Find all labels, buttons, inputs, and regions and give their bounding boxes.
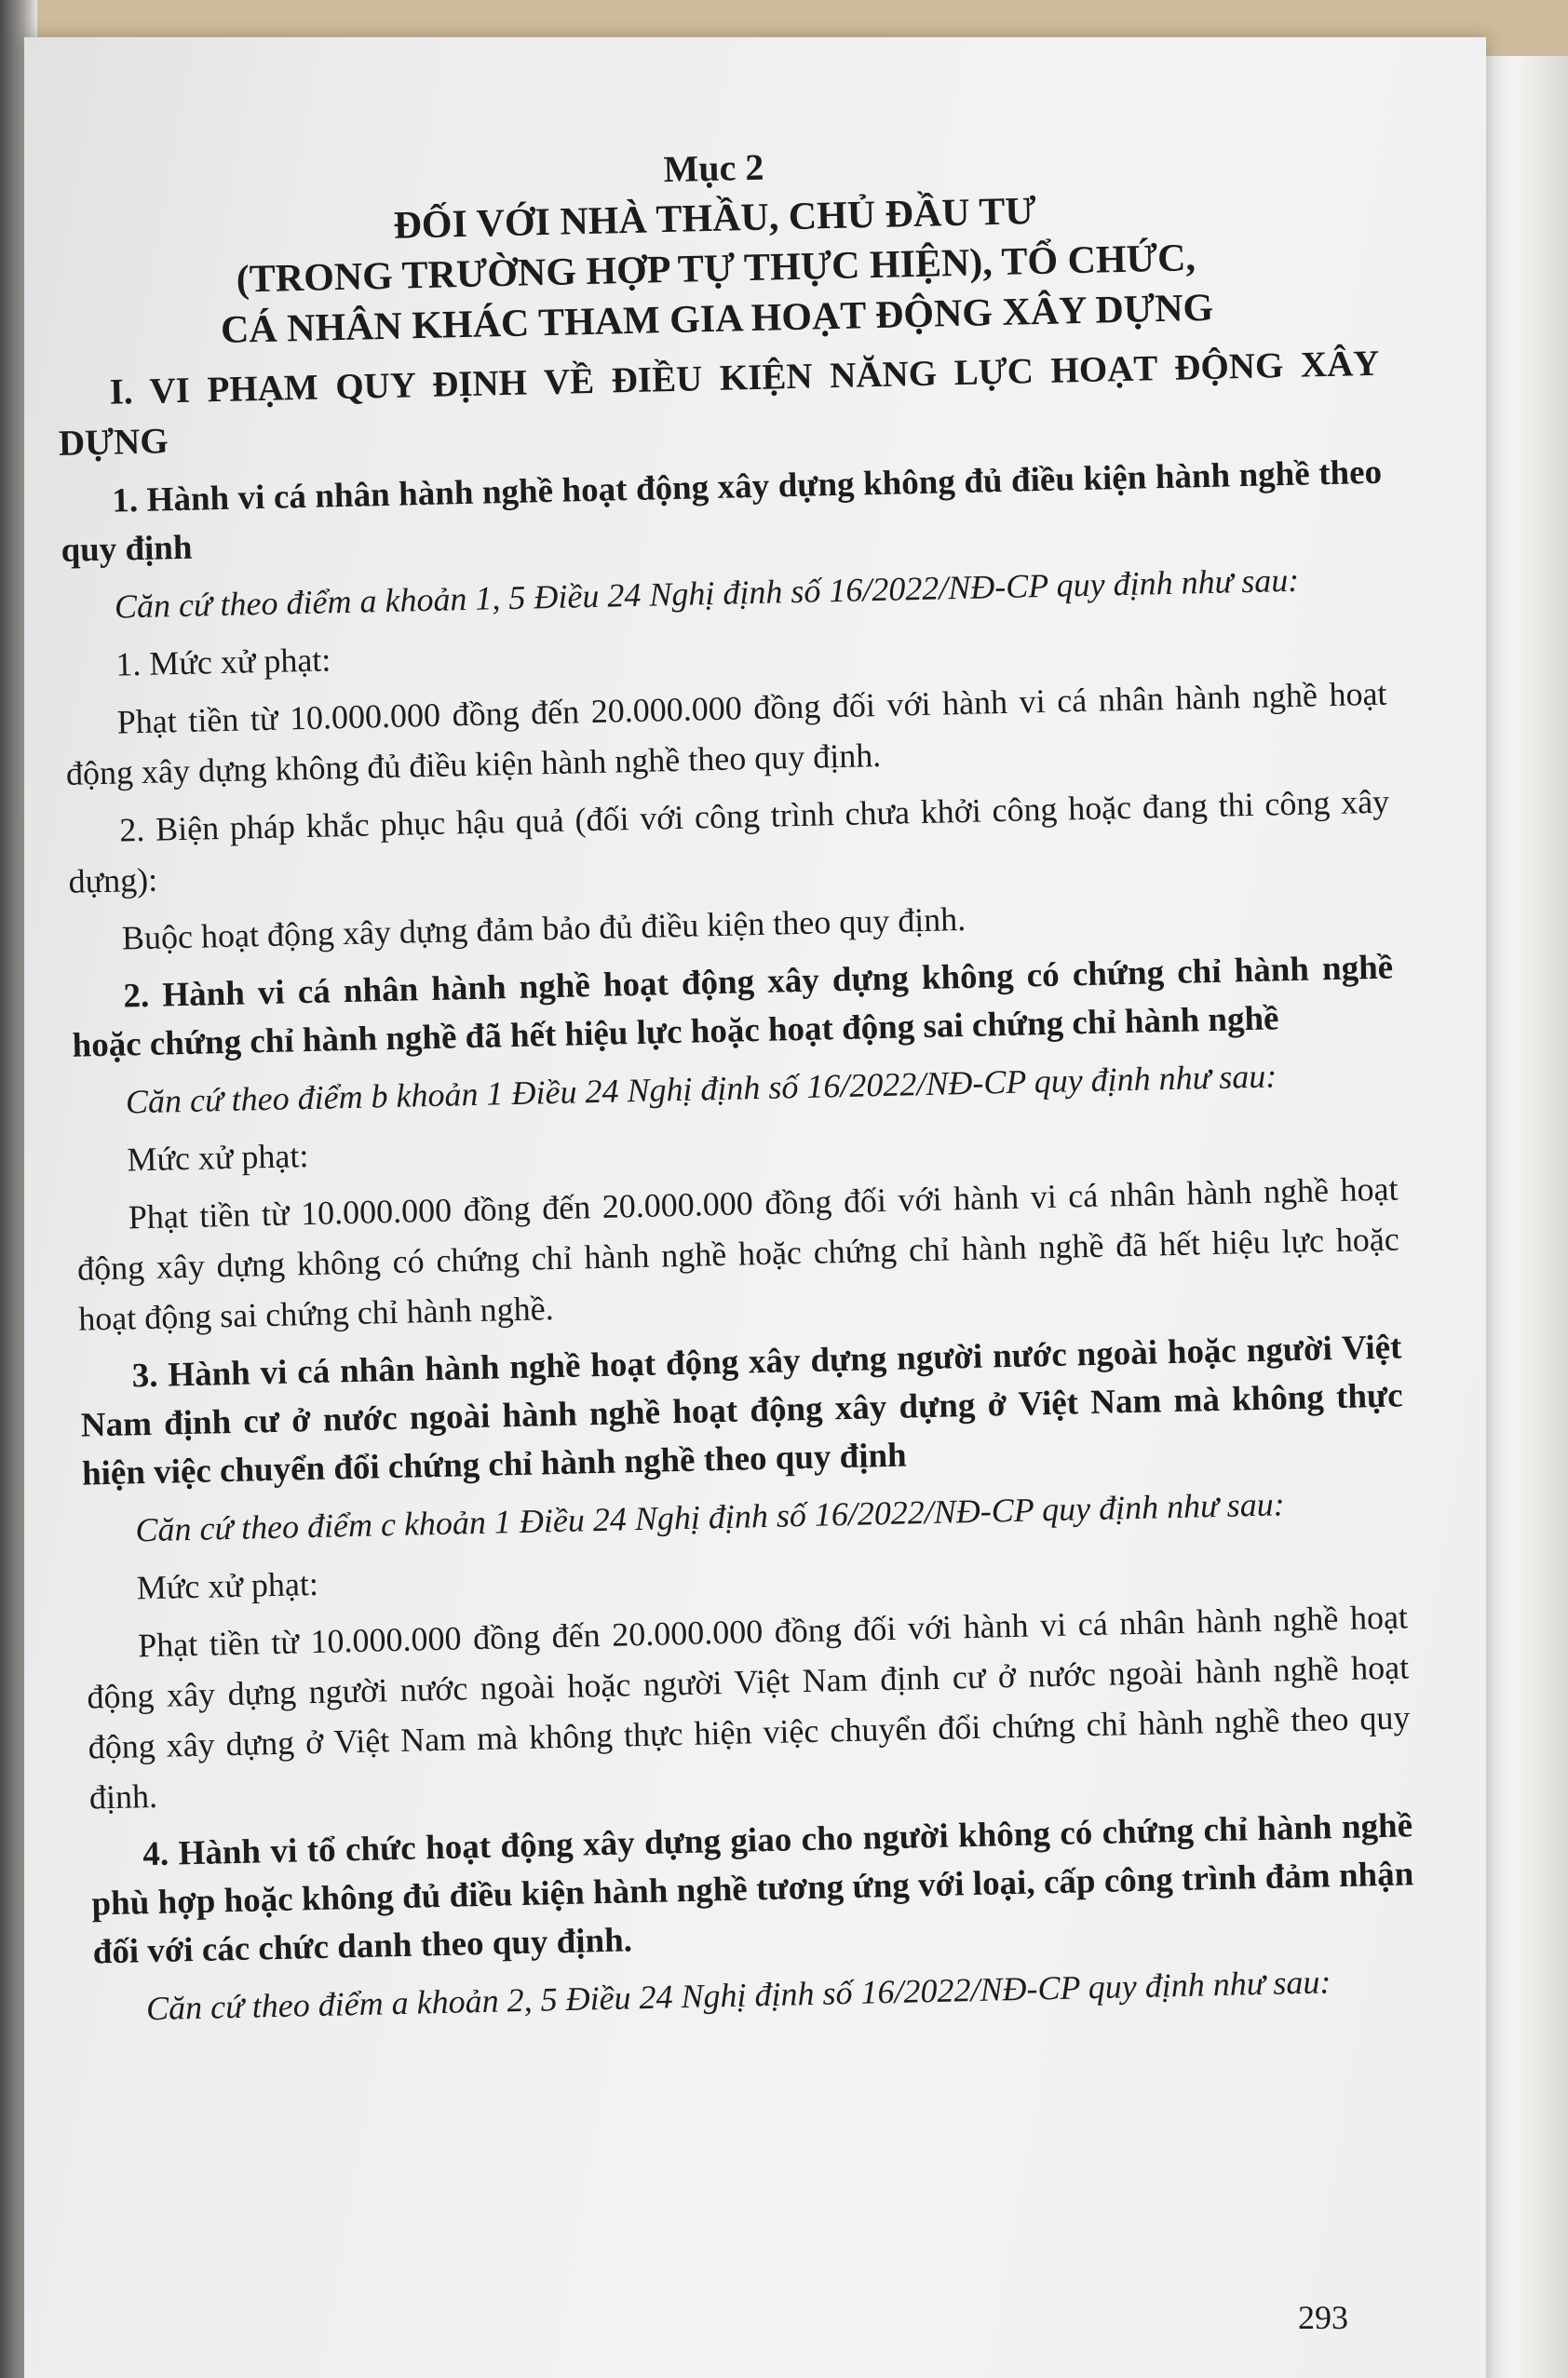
item-4 <box>90 1802 1417 2034</box>
page-content <box>52 128 1416 2035</box>
body-paragraph: Buộc hoạt động xây dựng đảm bảo đủ điều kiện theo quy định. <box>121 899 966 957</box>
part-title: I. VI PHẠM QUY ĐỊNH VỀ ĐIỀU KIỆN NĂNG LỰC HOẠT ĐỘNG XÂY DỰNG <box>58 343 1380 464</box>
body-paragraph: Phạt tiền từ 10.000.000 đồng đến 20.000.000 đồng đối với hành vi cá nhân hành nghề hoạt động xây dựng người nước ngoài hoặc người Việt Nam định cư ở nước ngoài hành nghề hoạt động xây dựng ở Việt Nam mà không thực hiện việc chuyển đổi chứng chỉ hành nghề theo quy định. <box>87 1598 1411 1817</box>
legal-basis: Căn cứ theo điểm a khoản 2, 5 Điều 24 Nghị định số 16/2022/NĐ-CP quy định như sau: <box>145 1963 1331 2028</box>
body-paragraph: Mức xử phạt: <box>136 1564 319 1607</box>
item-3 <box>79 1323 1412 1822</box>
item-title: 1. Hành vi cá nhân hành nghề hoạt động xây dựng không đủ điều kiện hành nghề theo quy định <box>61 453 1383 570</box>
body-paragraph: 2. Biện pháp khắc phục hậu quả (đối với công trình chưa khởi công hoặc đang thi công xây dựng): <box>68 782 1390 900</box>
legal-basis: Căn cứ theo điểm b khoản 1 Điều 24 Nghị định số 16/2022/NĐ-CP quy định như sau: <box>125 1057 1277 1121</box>
legal-basis: Căn cứ theo điểm a khoản 1, 5 Điều 24 Nghị định số 16/2022/NĐ-CP quy định như sau: <box>114 561 1300 626</box>
section-title-line: CÁ NHÂN KHÁC THAM GIA HOẠT ĐỘNG XÂY DỰNG <box>220 286 1214 352</box>
section-title-line: (TRONG TRƯỜNG HỢP TỰ THỰC HIỆN), TỔ CHỨC, <box>236 236 1196 302</box>
body-paragraph: Mức xử phạt: <box>126 1137 309 1179</box>
body-paragraph: 1. Mức xử phạt: <box>115 641 331 683</box>
section-title-line: ĐỐI VỚI NHÀ THẦU, CHỦ ĐẦU TƯ <box>393 190 1037 248</box>
body-paragraph: Phạt tiền từ 10.000.000 đồng đến 20.000.000 đồng đối với hành vi cá nhân hành nghề hoạt động xây dựng không có chứng chỉ hành nghề hoặc chứng chỉ hành nghề đã hết hiệu lực hoặc hoạt động sai chứng chỉ hành nghề. <box>76 1169 1400 1338</box>
item-2 <box>71 944 1401 1344</box>
item-1 <box>60 449 1392 965</box>
page-stack-right <box>1482 56 1568 2378</box>
section-label: Mục 2 <box>663 145 764 191</box>
body-paragraph: Phạt tiền từ 10.000.000 đồng đến 20.000.000 đồng đối với hành vi cá nhân hành nghề hoạt động xây dựng không đủ điều kiện hành nghề theo quy định. <box>65 674 1387 792</box>
item-title: 4. Hành vi tổ chức hoạt động xây dựng giao cho người không có chứng chỉ hành nghề phù hợp hoặc không đủ điều kiện hành nghề tương ứng với loại, cấp công trình đảm nhận đối với các chức danh theo quy định. <box>91 1806 1414 1972</box>
page-number: 293 <box>1298 2299 1348 2336</box>
legal-basis: Căn cứ theo điểm c khoản 1 Điều 24 Nghị định số 16/2022/NĐ-CP quy định như sau: <box>134 1485 1286 1549</box>
book-page <box>24 37 1486 2378</box>
section-heading <box>52 128 1379 359</box>
item-title: 3. Hành vi cá nhân hành nghề hoạt động xây dựng người nước ngoài hoặc người Việt Nam định cư ở nước ngoài hành nghề hoạt động xây dựng ở Việt Nam mà không thực hiện việc chuyển đổi chứng chỉ hành nghề theo quy định <box>80 1328 1403 1493</box>
item-title: 2. Hành vi cá nhân hành nghề hoạt động xây dựng không có chứng chỉ hành nghề hoặc chứng chỉ hành nghề đã hết hiệu lực hoặc hoạt động sai chứng chỉ hành nghề <box>72 948 1394 1065</box>
